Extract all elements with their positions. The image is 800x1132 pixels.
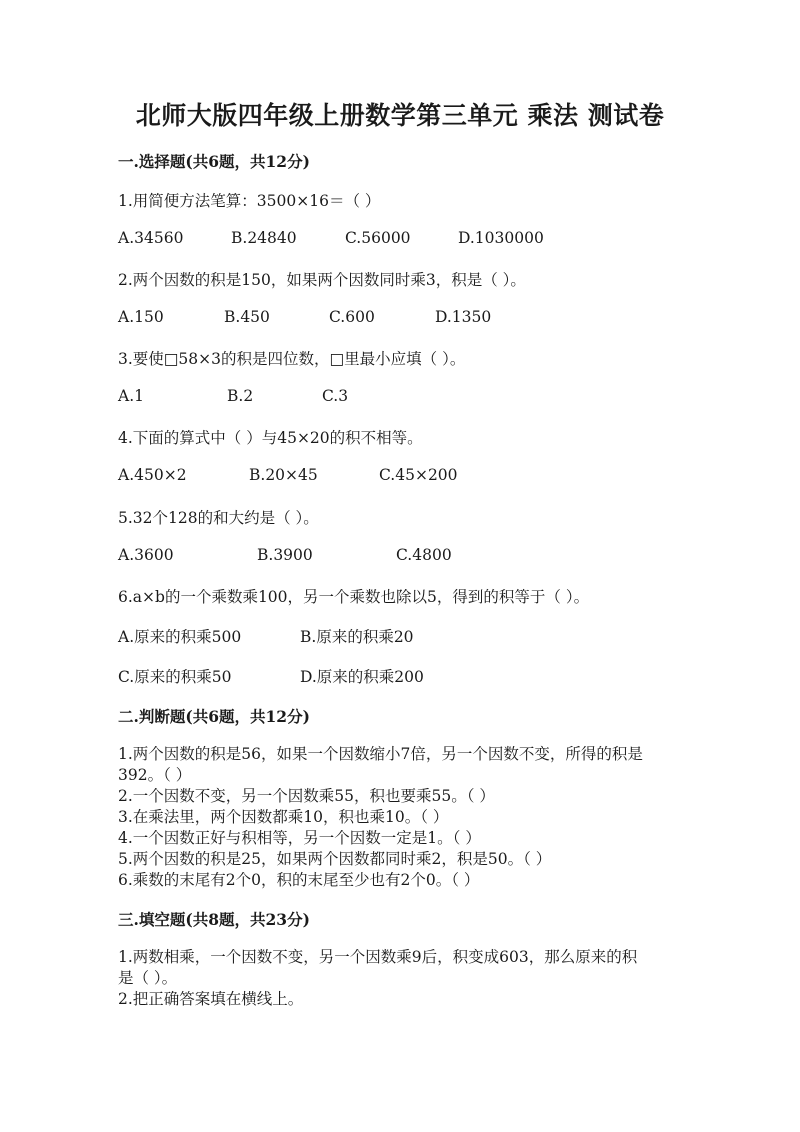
question-3: 3.要使□58×3的积是四位数，□里最小应填（ ）。: [118, 350, 466, 368]
question-2: 2.两个因数的积是150，如果两个因数同时乘3，积是（ ）。: [118, 271, 526, 289]
option-c: C.3: [322, 387, 349, 405]
option-a: A.150: [118, 308, 164, 326]
option-c: C.45×200: [379, 466, 458, 484]
page-title: 北师大版四年级上册数学第三单元 乘法 测试卷: [135, 101, 665, 130]
option-d: D.1350: [435, 308, 492, 326]
option-c: C.4800: [396, 546, 452, 564]
judgment-line: 5.两个因数的积是25，如果两个因数都同时乘2，积是50。（ ）: [118, 850, 552, 868]
judgment-line: 4.一个因数正好与积相等，另一个因数一定是1。（ ）: [118, 829, 481, 847]
judgment-line: 392。（ ）: [118, 766, 192, 784]
option-c: C.原来的积乘50: [118, 668, 232, 686]
judgment-line: 1.两个因数的积是56，如果一个因数缩小7倍，另一个因数不变，所得的积是: [118, 745, 643, 763]
option-a: A.3600: [118, 546, 174, 564]
section-heading-judgment: 二.判断题(共6题，共12分): [118, 707, 310, 726]
options-1: [118, 229, 718, 251]
options-6-row2: [118, 665, 718, 687]
options-5: [118, 546, 718, 568]
options-4: [118, 466, 718, 488]
option-b: B.20×45: [249, 466, 318, 484]
judgment-line: 2.一个因数不变，另一个因数乘55，积也要乘55。（ ）: [118, 787, 495, 805]
option-b: B.3900: [257, 546, 313, 564]
options-3: [118, 387, 718, 409]
option-a: A.34560: [118, 229, 184, 247]
option-d: D.原来的积乘200: [300, 668, 424, 686]
question-6: 6.a×b的一个乘数乘100，另一个乘数也除以5，得到的积等于（ ）。: [118, 588, 590, 606]
question-5: 5.32个128的和大约是（ ）。: [118, 509, 319, 527]
fill-in-line: 是（ ）。: [118, 969, 178, 987]
option-b: B.2: [227, 387, 254, 405]
option-b: B.原来的积乘20: [300, 628, 414, 646]
judgment-line: 6.乘数的末尾有2个0，积的末尾至少也有2个0。（ ）: [118, 871, 480, 889]
options-2: [118, 308, 718, 330]
option-a: A.450×2: [118, 466, 187, 484]
option-b: B.24840: [231, 229, 297, 247]
option-b: B.450: [224, 308, 270, 326]
section-heading-fill-in: 三.填空题(共8题，共23分): [118, 910, 310, 929]
option-c: C.600: [329, 308, 375, 326]
fill-in-line: 2.把正确答案填在横线上。: [118, 990, 304, 1008]
option-d: D.1030000: [458, 229, 544, 247]
section-heading-choice: 一.选择题(共6题，共12分): [118, 152, 310, 171]
judgment-line: 3.在乘法里，两个因数都乘10，积也乘10。（ ）: [118, 808, 449, 826]
question-4: 4.下面的算式中（ ）与45×20的积不相等。: [118, 429, 423, 447]
options-6-row1: [118, 625, 718, 647]
option-a: A.1: [118, 387, 144, 405]
option-a: A.原来的积乘500: [118, 628, 242, 646]
question-1: 1.用简便方法笔算：3500×16＝（ ）: [118, 192, 381, 210]
fill-in-line: 1.两数相乘，一个因数不变，另一个因数乘9后，积变成603，那么原来的积: [118, 948, 638, 966]
option-c: C.56000: [345, 229, 411, 247]
